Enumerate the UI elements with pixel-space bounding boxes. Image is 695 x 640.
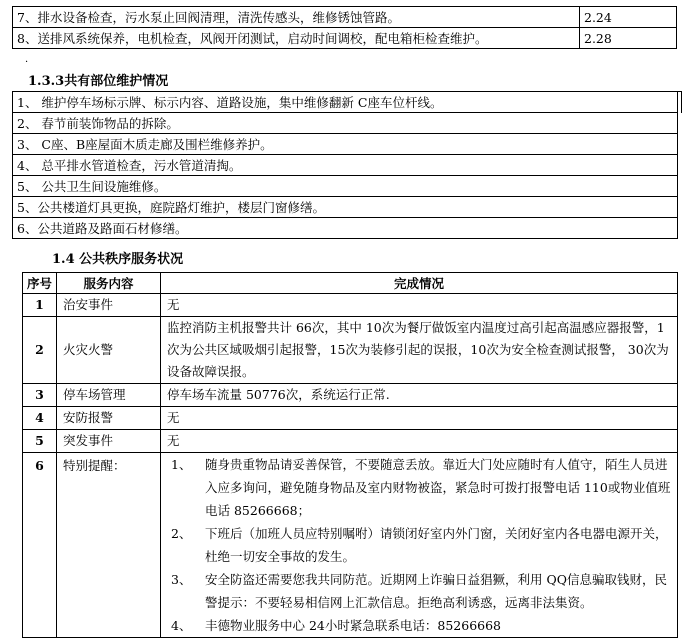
- row-num: 5: [23, 430, 57, 453]
- date-cell: 2.28: [580, 28, 677, 49]
- date-cell: 2.24: [580, 7, 677, 28]
- row-result: 无: [161, 294, 678, 317]
- reminder-text: 随身贵重物品请妥善保管，不要随意丢放。靠近大门处应随时有人值守，陌生人员进入应多询问，避免随身物品及室内财物被盗，紧急时可拨打报警电话 110或物业值班电话 85266668；: [205, 457, 671, 518]
- list-item: [13, 176, 678, 197]
- row-item: 特别提醒：: [57, 453, 161, 638]
- table-row: [13, 7, 677, 28]
- row-num: 6: [23, 453, 57, 638]
- list-item-text: 4、 总平排水管道检查，污水管道清掏。: [13, 155, 678, 176]
- row-item: 治安事件: [57, 294, 161, 317]
- reminder-text: 安全防盗还需要您我共同防范。近期网上诈骗日益猖獗，利用 QQ信息骗取钱财，民警提示：不要轻易相信网上汇款信息。拒绝高利诱惑，远离非法集资。: [205, 572, 667, 610]
- list-item: [13, 197, 678, 218]
- header-item: 服务内容: [57, 273, 161, 294]
- list-item: [13, 134, 678, 155]
- row-item: 火灾火警: [57, 317, 161, 384]
- row-result: 无: [161, 407, 678, 430]
- list-item-text: 6、公共道路及路面石材修缮。: [13, 218, 678, 239]
- table-edge-mark: [681, 91, 682, 113]
- reminder-item: [161, 614, 677, 637]
- task-cell: 8、送排风系统保养，电机检查，风阀开闭测试，启动时间调校，配电箱柜检查维护。: [13, 28, 580, 49]
- list-item: [13, 218, 678, 239]
- section-heading-1-3-3: 1.3.3共有部位维护情况: [28, 74, 169, 89]
- row-result: 无: [161, 430, 678, 453]
- common-area-maintenance-list: [12, 91, 678, 239]
- row-num: 3: [23, 384, 57, 407]
- table-row: [23, 384, 678, 407]
- list-item-text: 5、 公共卫生间设施维修。: [13, 176, 678, 197]
- header-num: 序号: [23, 273, 57, 294]
- list-item-text: 3、 C座、B座屋面木质走廊及围栏维修养护。: [13, 134, 678, 155]
- reminder-text: 下班后（加班人员应特别嘱咐）请锁闭好室内外门窗，关闭好室内各电器电源开关，杜绝一切安全事故的发生。: [205, 526, 668, 564]
- list-item: [13, 113, 678, 134]
- table-row: [23, 453, 678, 638]
- row-num: 1: [23, 294, 57, 317]
- maintenance-schedule-table: [12, 6, 677, 49]
- row-item: 突发事件: [57, 430, 161, 453]
- bullet-dot: ·: [25, 57, 29, 68]
- table-row: [13, 28, 677, 49]
- reminder-text: 丰德物业服务中心 24小时紧急联系电话：85266668: [205, 618, 502, 633]
- reminder-number: 3、: [171, 572, 192, 587]
- table-header-row: [23, 273, 678, 294]
- row-num: 2: [23, 317, 57, 384]
- reminder-item: [161, 568, 677, 614]
- section-heading-1-4: 1.4 公共秩序服务状况: [52, 252, 184, 267]
- header-result: 完成情况: [161, 273, 678, 294]
- row-result: 停车场车流量 50776次，系统运行正常.: [161, 384, 678, 407]
- task-cell: 7、排水设备检查，污水泵止回阀清理，清洗传感头，维修锈蚀管路。: [13, 7, 580, 28]
- reminder-number: 1、: [171, 457, 192, 472]
- special-reminders: [161, 453, 678, 638]
- reminder-item: [161, 522, 677, 568]
- list-item-text: 1、 维护停车场标示牌、标示内容、道路设施，集中维修翻新 C座车位杆线。: [13, 92, 678, 113]
- row-item: 安防报警: [57, 407, 161, 430]
- row-num: 4: [23, 407, 57, 430]
- table-row: [23, 294, 678, 317]
- reminder-item: [161, 453, 677, 522]
- table-row: [23, 317, 678, 384]
- row-item: 停车场管理: [57, 384, 161, 407]
- public-order-service-table: [22, 272, 678, 638]
- list-item-text: 2、 春节前装饰物品的拆除。: [13, 113, 678, 134]
- reminder-number: 2、: [171, 526, 192, 541]
- list-item-text: 5、公共楼道灯具更换，庭院路灯维护，楼层门窗修缮。: [13, 197, 678, 218]
- list-item: [13, 155, 678, 176]
- row-result: 监控消防主机报警共计 66次，其中 10次为餐厅做饭室内温度过高引起高温感应器报警，1次为公共区域吸烟引起报警，15次为装修引起的误报，10次为安全检查测试报警， 30次为设备故障误报。: [161, 317, 678, 384]
- reminder-number: 4、: [171, 618, 192, 633]
- table-row: [23, 407, 678, 430]
- table-row: [23, 430, 678, 453]
- list-item: [13, 92, 678, 113]
